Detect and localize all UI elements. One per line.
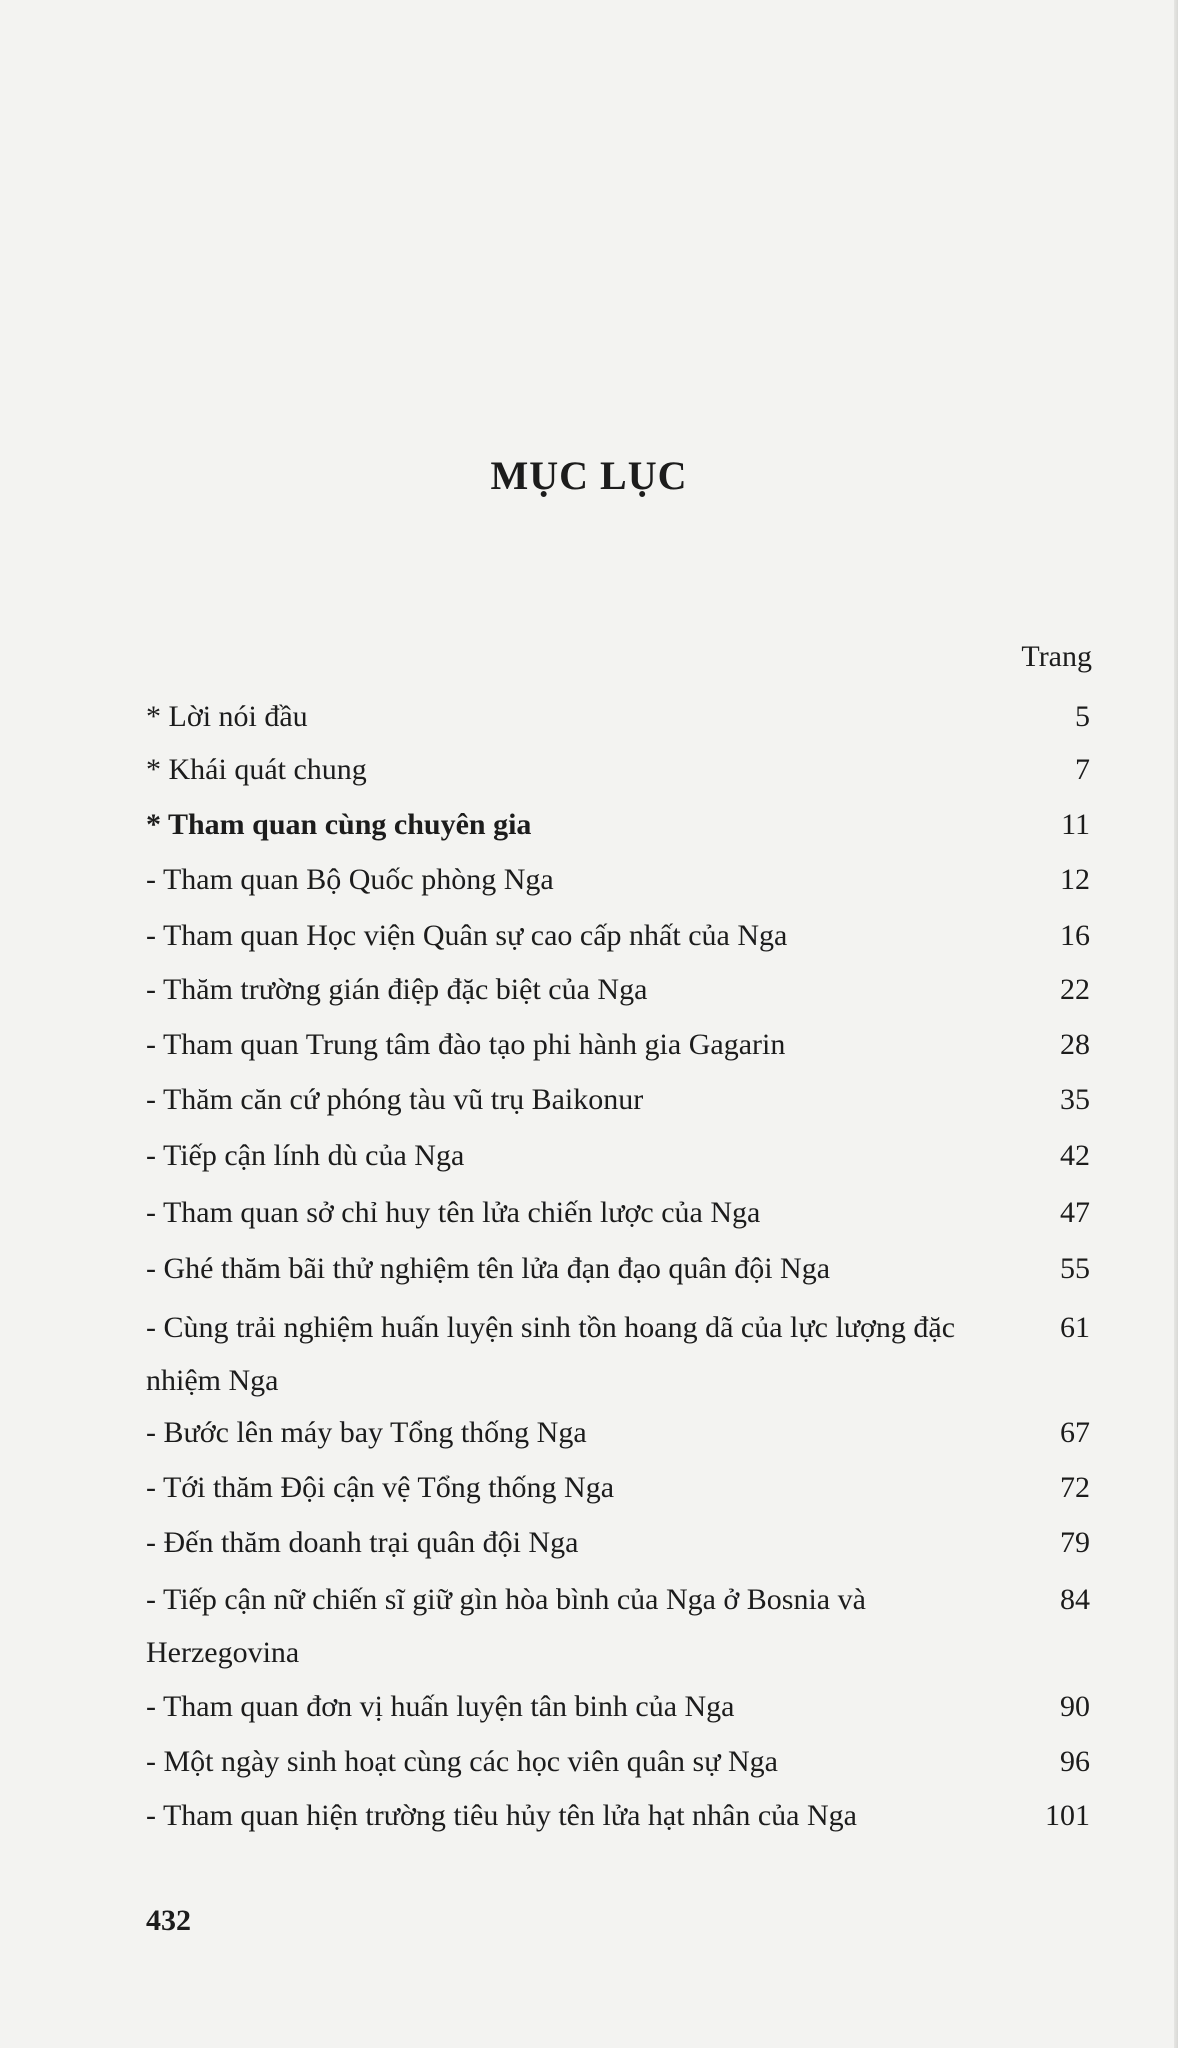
toc-entry-page: 55 <box>1060 1252 1090 1285</box>
toc-entry-title: - Tham quan sở chỉ huy tên lửa chiến lược của Nga <box>146 1196 761 1229</box>
page-title: MỤC LỤC <box>490 453 688 498</box>
toc-entry-page: 101 <box>1045 1799 1090 1832</box>
page-edge <box>1174 0 1178 2048</box>
toc-entry[interactable] <box>146 1406 1090 1459</box>
toc-entry-page: 28 <box>1060 1028 1090 1061</box>
toc-entry-page: 16 <box>1060 919 1090 952</box>
toc-entry-page: 90 <box>1060 1690 1090 1723</box>
toc-entry[interactable] <box>146 1516 1090 1569</box>
toc-entry-title: * Lời nói đầu <box>146 700 308 733</box>
toc-entry-page: 84 <box>1060 1583 1090 1616</box>
toc-entry[interactable] <box>146 853 1090 906</box>
toc-entry[interactable] <box>146 1129 1090 1182</box>
toc-entry[interactable] <box>146 1242 1090 1295</box>
toc-entry-page: 96 <box>1060 1745 1090 1778</box>
toc-entry-page: 72 <box>1060 1471 1090 1504</box>
toc-entry-title: - Một ngày sinh hoạt cùng các học viên quân sự Nga <box>146 1745 778 1778</box>
toc-entry-title: - Thăm trường gián điệp đặc biệt của Nga <box>146 973 648 1006</box>
toc-entry-title: - Tham quan Bộ Quốc phòng Nga <box>146 863 554 896</box>
toc-entry-title: - Tham quan đơn vị huấn luyện tân binh của Nga <box>146 1690 735 1723</box>
toc-entry[interactable] <box>146 1018 1090 1071</box>
toc-entry-page: 35 <box>1060 1083 1090 1116</box>
toc-entry-title: - Tiếp cận lính dù của Nga <box>146 1139 465 1172</box>
toc-entry-page: 22 <box>1060 973 1090 1006</box>
toc-entry[interactable] <box>146 1680 1090 1733</box>
toc-entry[interactable] <box>146 1735 1090 1788</box>
toc-entry-title: - Đến thăm doanh trại quân đội Nga <box>146 1526 579 1559</box>
toc-entry-page: 61 <box>1060 1311 1090 1344</box>
toc-entry[interactable] <box>146 1789 1090 1842</box>
toc-entry-page: 42 <box>1060 1139 1090 1172</box>
toc-entry-page: 7 <box>1075 753 1090 786</box>
toc-entry[interactable] <box>146 1461 1090 1514</box>
toc-entry-title: - Ghé thăm bãi thử nghiệm tên lửa đạn đạo quân đội Nga <box>146 1252 831 1285</box>
toc-entry[interactable] <box>146 1573 1090 1679</box>
toc-entry-title: - Tiếp cận nữ chiến sĩ giữ gìn hòa bình của Nga ở Bosnia và Herzegovina <box>146 1583 866 1669</box>
toc-entry-title: * Khái quát chung <box>146 753 367 786</box>
toc-entry[interactable] <box>146 1301 1090 1407</box>
toc-entry-page: 5 <box>1075 700 1090 733</box>
toc-entry-page: 79 <box>1060 1526 1090 1559</box>
toc-entry[interactable] <box>146 1073 1090 1126</box>
toc-entry[interactable] <box>146 1186 1090 1239</box>
toc-entry[interactable] <box>146 963 1090 1016</box>
toc-entry-title: - Tham quan hiện trường tiêu hủy tên lửa hạt nhân của Nga <box>146 1799 857 1832</box>
toc-entry-title: - Tham quan Học viện Quân sự cao cấp nhất của Nga <box>146 919 788 952</box>
toc-entry-title: - Tham quan Trung tâm đào tạo phi hành gia Gagarin <box>146 1028 786 1061</box>
toc-entry-title: * Tham quan cùng chuyên gia <box>146 808 532 841</box>
toc-entry-page: 67 <box>1060 1416 1090 1449</box>
toc-entry-title: - Tới thăm Đội cận vệ Tổng thống Nga <box>146 1471 615 1504</box>
toc-entry-page: 12 <box>1060 863 1090 896</box>
page-number: 432 <box>146 1904 191 1937</box>
toc-entry-page: 47 <box>1060 1196 1090 1229</box>
toc-entry-title: - Cùng trải nghiệm huấn luyện sinh tồn hoang dã của lực lượng đặc nhiệm Nga <box>146 1311 956 1397</box>
toc-entry-title: - Thăm căn cứ phóng tàu vũ trụ Baikonur <box>146 1083 644 1116</box>
toc-entry[interactable] <box>146 690 1090 743</box>
toc-entry[interactable] <box>146 743 1090 796</box>
toc-entry-title: - Bước lên máy bay Tổng thống Nga <box>146 1416 587 1449</box>
page-column-header: Trang <box>1021 640 1092 673</box>
toc-entry[interactable] <box>146 909 1090 962</box>
toc-entry-page: 11 <box>1061 808 1090 841</box>
toc-entry[interactable] <box>146 798 1090 851</box>
